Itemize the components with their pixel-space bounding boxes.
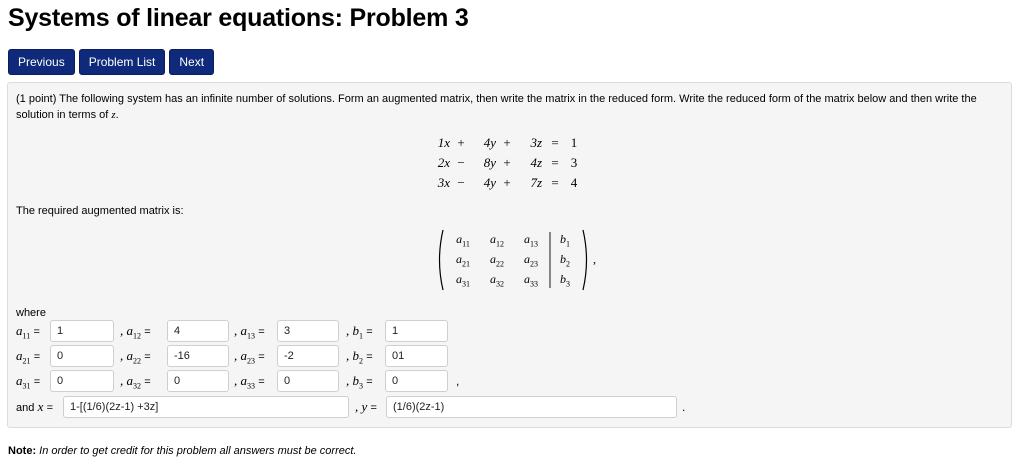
equation-row-1: 1x + 4y + 3z = 1 [437, 135, 578, 150]
label-a11: $a_{11}$ = [16, 323, 40, 341]
label-a31: $a_{31}$ = [16, 373, 41, 391]
input-x[interactable] [63, 396, 349, 418]
label-b3: , $b_3$ = [346, 373, 373, 391]
intro-variable: z [111, 109, 116, 121]
equation-system [424, 133, 580, 193]
problem-panel [7, 82, 1012, 428]
label-a23: , $a_{23}$ = [234, 348, 265, 366]
augmented-matrix-template [435, 228, 605, 292]
cell-b2: $b_2$ [560, 252, 570, 269]
label-a12: , $a_{12}$ = [120, 323, 151, 341]
cell-b3: $b_3$ [560, 272, 570, 289]
label-b2: , $b_2$ = [346, 348, 373, 366]
page-title: Systems of linear equations: Problem 3 [8, 4, 469, 32]
input-y[interactable] [386, 396, 677, 418]
equation-row-3: 3x − 4y + 7z = 4 [437, 175, 578, 190]
cell-a21: $a_{21}$ [456, 252, 470, 269]
row3-trailing-comma: , [456, 374, 460, 388]
input-a13[interactable] [277, 320, 339, 342]
label-a33: , $a_{33}$ = [234, 373, 265, 391]
solution-period: . [682, 400, 686, 414]
solution-row [8, 396, 1011, 418]
label-a13: , $a_{13}$ = [234, 323, 265, 341]
label-a22: , $a_{22}$ = [120, 348, 151, 366]
input-b1[interactable] [385, 320, 448, 342]
intro-text: The following system has an infinite number of solutions. Form an augmented matrix, then write the matrix in the reduced form. Write the reduced form of the matrix below and then write the solution in terms of [16, 93, 977, 121]
next-button[interactable]: Next [169, 49, 214, 75]
problem-list-button[interactable]: Problem List [79, 49, 166, 75]
cell-a32: $a_{32}$ [490, 272, 504, 289]
cell-a12: $a_{12}$ [490, 232, 504, 249]
input-a11[interactable] [50, 320, 114, 342]
label-a32: , $a_{32}$ = [120, 373, 151, 391]
problem-nav [8, 49, 214, 75]
problem-statement: (1 point) The following system has an infinite number of solutions. Form an augmented matrix, then write the matrix in the reduced form. Write the reduced form of the matrix below and then write the solution in terms of z. [16, 93, 977, 121]
cell-a33: $a_{33}$ [524, 272, 538, 289]
input-b2[interactable] [385, 345, 448, 367]
cell-a13: $a_{13}$ [524, 232, 538, 249]
cell-a22: $a_{22}$ [490, 252, 504, 269]
input-a32[interactable] [167, 370, 229, 392]
matrix-trailing-comma: , [593, 252, 596, 266]
points-label: (1 point) [16, 93, 57, 105]
label-x: and x = [16, 399, 54, 414]
left-paren [440, 230, 444, 290]
input-a31[interactable] [50, 370, 114, 392]
cell-a11: $a_{11}$ [456, 232, 470, 249]
input-a22[interactable] [167, 345, 229, 367]
input-a21[interactable] [50, 345, 114, 367]
cell-a23: $a_{23}$ [524, 252, 538, 269]
input-a33[interactable] [277, 370, 339, 392]
cell-b1: $b_1$ [560, 232, 570, 249]
note-text: In order to get credit for this problem all answers must be correct. [39, 445, 357, 457]
right-paren [583, 230, 587, 290]
label-a21: $a_{21}$ = [16, 348, 41, 366]
input-a12[interactable] [167, 320, 229, 342]
answer-row-3 [8, 370, 1011, 392]
input-a23[interactable] [277, 345, 339, 367]
input-b3[interactable] [385, 370, 448, 392]
cell-a31: $a_{31}$ [456, 272, 470, 289]
note [8, 445, 356, 457]
note-label: Note: [8, 445, 37, 457]
label-b1: , $b_1$ = [346, 323, 373, 341]
augmented-matrix-label: The required augmented matrix is: [16, 205, 184, 217]
previous-button[interactable]: Previous [8, 49, 75, 75]
equation-row-2: 2x − 8y + 4z = 3 [437, 155, 578, 170]
where-label: where [16, 307, 46, 319]
label-y: , y = [355, 399, 377, 414]
answer-row-1 [8, 320, 1011, 342]
answer-row-2 [8, 345, 1011, 367]
